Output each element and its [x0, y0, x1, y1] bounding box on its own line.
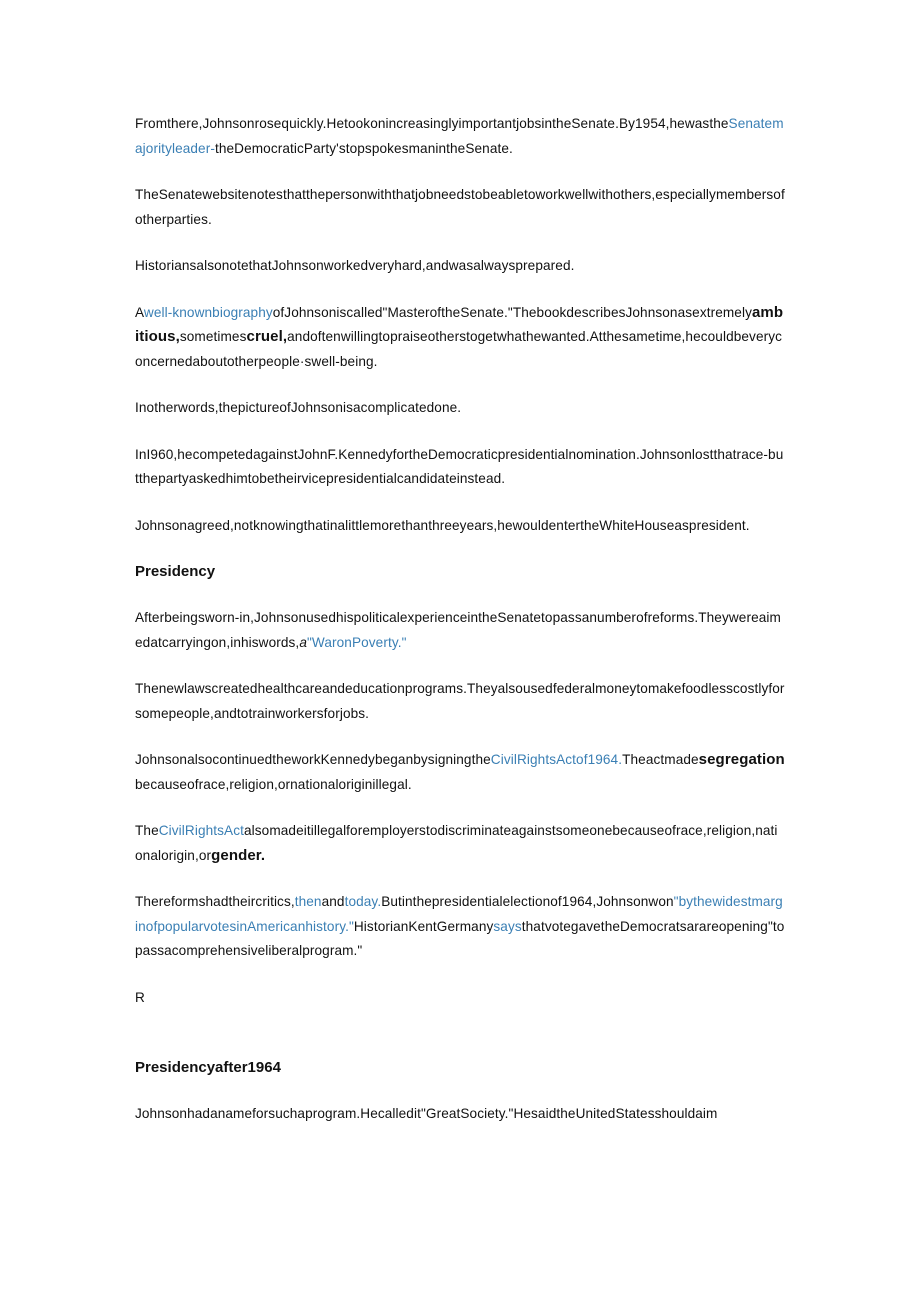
- link-civil-rights-act[interactable]: CivilRightsAct: [158, 823, 244, 838]
- text: thatvotegavetheDemocratsarareopening"topassacomprehensiveliberalprogram.": [135, 918, 785, 958]
- bold-term: cruel,: [246, 328, 288, 345]
- paragraph: [135, 301, 785, 375]
- paragraph: Johnsonhadanameforsuchaprogram.Hecalledit"GreatSociety."HesaidtheUnitedStatesshouldaim: [135, 1106, 718, 1121]
- text: Fromthere,Johnsonrosequickly.HetookonincreasinglyimportantjobsintheSenate.By1954,hewasthe: [135, 116, 729, 131]
- text: alsomadeitillegalforemployerstodiscriminateagainstsomeonebecauseofrace,religion,nationalorigin,or: [135, 823, 778, 863]
- link-then[interactable]: then: [294, 894, 322, 909]
- paragraph: R: [135, 989, 145, 1005]
- article-body: [135, 112, 785, 1149]
- bold-term: segregation: [698, 751, 785, 768]
- section-heading: Presidencyafter1964: [135, 1059, 281, 1076]
- link-biography[interactable]: well-knownbiography: [143, 304, 273, 320]
- text: JohnsonalsocontinuedtheworkKennedybeganbysigningthe: [135, 752, 491, 767]
- text: Afterbeingsworn-in,JohnsonusedhispoliticalexperienceintheSenatetopassanumberofreforms.Theywereaimedatcarryingon,inhiswords,: [135, 610, 781, 650]
- text: Theactmade: [622, 752, 699, 767]
- paragraph: HistoriansalsonotethatJohnsonworkedveryhard,andwasalwaysprepared.: [135, 258, 575, 273]
- bold-term: ambitious,: [135, 303, 784, 345]
- text: HistorianKentGermany: [353, 918, 494, 934]
- paragraph: Thenewlawscreatedhealthcareandeducationprograms.Theyalsousedfederalmoneytomakefoodlesscostlyforsomepeople,andtotrainworkersforjobs.: [135, 681, 785, 721]
- text: theDemocraticParty'stopspokesmanintheSenate.: [214, 140, 513, 156]
- text: becauseofrace,religion,ornationaloriginillegal.: [135, 776, 412, 792]
- paragraph: TheSenatewebsitenotesthatthepersonwiththatjobneedstobeabletoworkwellwithothers,especiallymembersofotherparties.: [135, 187, 785, 227]
- text: Thereformshadtheircritics,: [135, 894, 295, 909]
- link-today[interactable]: today.: [344, 894, 382, 909]
- paragraph: [135, 112, 785, 161]
- paragraph: [135, 890, 785, 964]
- link-says[interactable]: says: [493, 918, 522, 934]
- link-widest-margin[interactable]: "bythewidestmarginofpopularvotesinAmericanhistory.": [135, 894, 783, 934]
- paragraph: [135, 748, 785, 797]
- text: The: [135, 823, 159, 838]
- italic-text: a: [299, 634, 307, 650]
- text: Butinthepresidentialelectionof1964,Johnsonwon: [381, 894, 674, 909]
- link-war-on-poverty[interactable]: "WaronPoverty.": [306, 634, 407, 650]
- link-civil-rights-act-1964[interactable]: CivilRightsActof1964.: [490, 752, 623, 767]
- paragraph: InI960,hecompetedagainstJohnF.KennedyfortheDemocraticpresidentialnomination.Johnsonlostthatrace-butthepartyaskedhimtobetheirvicepresidentialcandidateinstead.: [135, 446, 784, 486]
- text: ofJohnsoniscalled"MasteroftheSenate."ThebookdescribesJohnsonasextremely: [272, 304, 752, 320]
- text: A: [135, 304, 144, 320]
- link-senate-majority-leader[interactable]: Senatemajorityleader-: [135, 116, 784, 156]
- paragraph: [135, 819, 785, 868]
- paragraph: [135, 606, 785, 655]
- text: and: [321, 894, 345, 909]
- text: andoftenwillingtopraiseotherstogetwhathewanted.Atthesametime,hecouldbeveryconcernedaboutotherpeople·swell-being.: [135, 329, 783, 369]
- paragraph: Inotherwords,thepictureofJohnsonisacomplicatedone.: [135, 400, 462, 415]
- bold-term: gender.: [211, 846, 266, 864]
- section-heading: Presidency: [135, 563, 216, 580]
- spacer: [135, 1032, 785, 1056]
- text: sometimes: [179, 329, 247, 344]
- paragraph: Johnsonagreed,notknowingthatinalittlemorethanthreeyears,hewouldentertheWhiteHouseaspresident.: [135, 517, 750, 533]
